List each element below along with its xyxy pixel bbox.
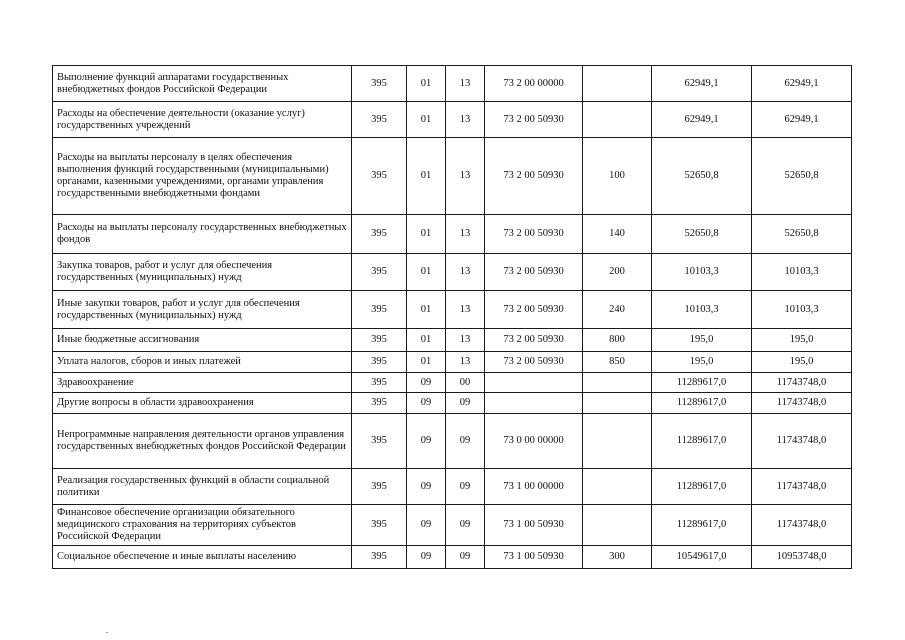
row-amount-year-1: 11289617,0 — [652, 373, 752, 393]
row-amount-year-2: 10103,3 — [752, 291, 852, 329]
row-name: Расходы на выплаты персоналу в целях обеспечения выполнения функций государственными (муниципальными) органами, казенными учреждениями, органами управления государственными внебюджетными фондами — [53, 138, 352, 215]
row-amount-year-2: 195,0 — [752, 329, 852, 352]
row-name: Другие вопросы в области здравоохранения — [53, 393, 352, 414]
row-target-article: 73 2 00 50930 — [485, 138, 583, 215]
row-amount-year-2: 62949,1 — [752, 66, 852, 102]
row-target-article: 73 2 00 50930 — [485, 352, 583, 373]
row-expense-type: 100 — [583, 138, 652, 215]
row-section-code: 09 — [407, 505, 446, 546]
row-admin-code: 395 — [352, 414, 407, 469]
row-section-code: 01 — [407, 329, 446, 352]
row-amount-year-2: 11743748,0 — [752, 505, 852, 546]
row-target-article: 73 1 00 00000 — [485, 469, 583, 505]
row-admin-code: 395 — [352, 66, 407, 102]
table-row — [53, 102, 852, 138]
row-section-code: 01 — [407, 66, 446, 102]
row-subsection-code: 13 — [446, 254, 485, 291]
row-name: Закупка товаров, работ и услуг для обеспечения государственных (муниципальных) нужд — [53, 254, 352, 291]
row-admin-code: 395 — [352, 393, 407, 414]
row-amount-year-2: 11743748,0 — [752, 393, 852, 414]
row-subsection-code: 13 — [446, 66, 485, 102]
row-amount-year-2: 52650,8 — [752, 138, 852, 215]
row-subsection-code: 13 — [446, 215, 485, 254]
row-target-article: 73 2 00 50930 — [485, 329, 583, 352]
row-name: Здравоохранение — [53, 373, 352, 393]
table-row — [53, 215, 852, 254]
row-subsection-code: 09 — [446, 546, 485, 569]
row-amount-year-2: 10103,3 — [752, 254, 852, 291]
row-target-article: 73 1 00 50930 — [485, 505, 583, 546]
row-subsection-code: 09 — [446, 393, 485, 414]
row-expense-type: 140 — [583, 215, 652, 254]
table-row — [53, 138, 852, 215]
row-amount-year-2: 11743748,0 — [752, 373, 852, 393]
row-subsection-code: 09 — [446, 414, 485, 469]
row-amount-year-1: 10549617,0 — [652, 546, 752, 569]
row-target-article: 73 1 00 50930 — [485, 546, 583, 569]
row-admin-code: 395 — [352, 329, 407, 352]
row-subsection-code: 13 — [446, 352, 485, 373]
row-admin-code: 395 — [352, 291, 407, 329]
scan-speck — [106, 632, 108, 633]
row-section-code: 01 — [407, 291, 446, 329]
row-amount-year-1: 11289617,0 — [652, 393, 752, 414]
row-amount-year-1: 52650,8 — [652, 215, 752, 254]
row-section-code: 09 — [407, 469, 446, 505]
row-expense-type: 800 — [583, 329, 652, 352]
row-section-code: 09 — [407, 373, 446, 393]
row-subsection-code: 13 — [446, 102, 485, 138]
row-admin-code: 395 — [352, 215, 407, 254]
row-subsection-code: 09 — [446, 505, 485, 546]
row-amount-year-2: 52650,8 — [752, 215, 852, 254]
row-amount-year-1: 10103,3 — [652, 254, 752, 291]
row-admin-code: 395 — [352, 469, 407, 505]
row-target-article: 73 2 00 50930 — [485, 102, 583, 138]
row-amount-year-1: 195,0 — [652, 352, 752, 373]
row-amount-year-1: 11289617,0 — [652, 505, 752, 546]
row-admin-code: 395 — [352, 546, 407, 569]
row-subsection-code: 13 — [446, 291, 485, 329]
row-target-article: 73 2 00 50930 — [485, 215, 583, 254]
table-row — [53, 352, 852, 373]
row-name: Уплата налогов, сборов и иных платежей — [53, 352, 352, 373]
row-expense-type — [583, 469, 652, 505]
row-amount-year-2: 195,0 — [752, 352, 852, 373]
row-amount-year-1: 195,0 — [652, 329, 752, 352]
row-admin-code: 395 — [352, 373, 407, 393]
row-amount-year-2: 11743748,0 — [752, 414, 852, 469]
table-row — [53, 254, 852, 291]
row-amount-year-1: 62949,1 — [652, 66, 752, 102]
table-row — [53, 546, 852, 569]
row-admin-code: 395 — [352, 102, 407, 138]
row-target-article — [485, 393, 583, 414]
table-row — [53, 66, 852, 102]
row-section-code: 09 — [407, 546, 446, 569]
row-amount-year-1: 52650,8 — [652, 138, 752, 215]
row-section-code: 01 — [407, 138, 446, 215]
row-amount-year-1: 10103,3 — [652, 291, 752, 329]
row-subsection-code: 13 — [446, 329, 485, 352]
row-admin-code: 395 — [352, 505, 407, 546]
row-section-code: 01 — [407, 254, 446, 291]
row-amount-year-2: 10953748,0 — [752, 546, 852, 569]
row-expense-type — [583, 66, 652, 102]
row-name: Реализация государственных функций в области социальной политики — [53, 469, 352, 505]
row-section-code: 01 — [407, 352, 446, 373]
row-target-article: 73 2 00 00000 — [485, 66, 583, 102]
row-name: Расходы на обеспечение деятельности (оказание услуг) государственных учреждений — [53, 102, 352, 138]
row-section-code: 09 — [407, 414, 446, 469]
row-section-code: 01 — [407, 215, 446, 254]
row-amount-year-2: 11743748,0 — [752, 469, 852, 505]
row-target-article: 73 0 00 00000 — [485, 414, 583, 469]
row-name: Расходы на выплаты персоналу государственных внебюджетных фондов — [53, 215, 352, 254]
row-name: Иные закупки товаров, работ и услуг для обеспечения государственных (муниципальных) нужд — [53, 291, 352, 329]
row-amount-year-1: 62949,1 — [652, 102, 752, 138]
budget-table-body — [53, 66, 852, 569]
row-name: Финансовое обеспечение организации обязательного медицинского страхования на территориях субъектов Российской Федерации — [53, 505, 352, 546]
row-amount-year-1: 11289617,0 — [652, 469, 752, 505]
row-name: Социальное обеспечение и иные выплаты населению — [53, 546, 352, 569]
row-subsection-code: 13 — [446, 138, 485, 215]
row-expense-type — [583, 373, 652, 393]
table-row — [53, 329, 852, 352]
table-row — [53, 469, 852, 505]
row-name: Выполнение функций аппаратами государственных внебюджетных фондов Российской Федерации — [53, 66, 352, 102]
row-section-code: 01 — [407, 102, 446, 138]
table-row — [53, 291, 852, 329]
row-amount-year-1: 11289617,0 — [652, 414, 752, 469]
row-admin-code: 395 — [352, 138, 407, 215]
row-target-article: 73 2 00 50930 — [485, 291, 583, 329]
row-target-article — [485, 373, 583, 393]
row-name: Непрограммные направления деятельности органов управления государственных внебюджетных фондов Российской Федерации — [53, 414, 352, 469]
table-row — [53, 505, 852, 546]
row-section-code: 09 — [407, 393, 446, 414]
row-expense-type: 240 — [583, 291, 652, 329]
row-admin-code: 395 — [352, 254, 407, 291]
budget-table — [52, 65, 852, 569]
row-subsection-code: 00 — [446, 373, 485, 393]
row-name: Иные бюджетные ассигнования — [53, 329, 352, 352]
row-subsection-code: 09 — [446, 469, 485, 505]
row-target-article: 73 2 00 50930 — [485, 254, 583, 291]
row-admin-code: 395 — [352, 352, 407, 373]
row-expense-type: 300 — [583, 546, 652, 569]
table-row — [53, 393, 852, 414]
row-expense-type — [583, 414, 652, 469]
table-row — [53, 414, 852, 469]
row-expense-type — [583, 393, 652, 414]
row-expense-type — [583, 102, 652, 138]
table-row — [53, 373, 852, 393]
row-expense-type: 850 — [583, 352, 652, 373]
row-expense-type — [583, 505, 652, 546]
row-expense-type: 200 — [583, 254, 652, 291]
row-amount-year-2: 62949,1 — [752, 102, 852, 138]
